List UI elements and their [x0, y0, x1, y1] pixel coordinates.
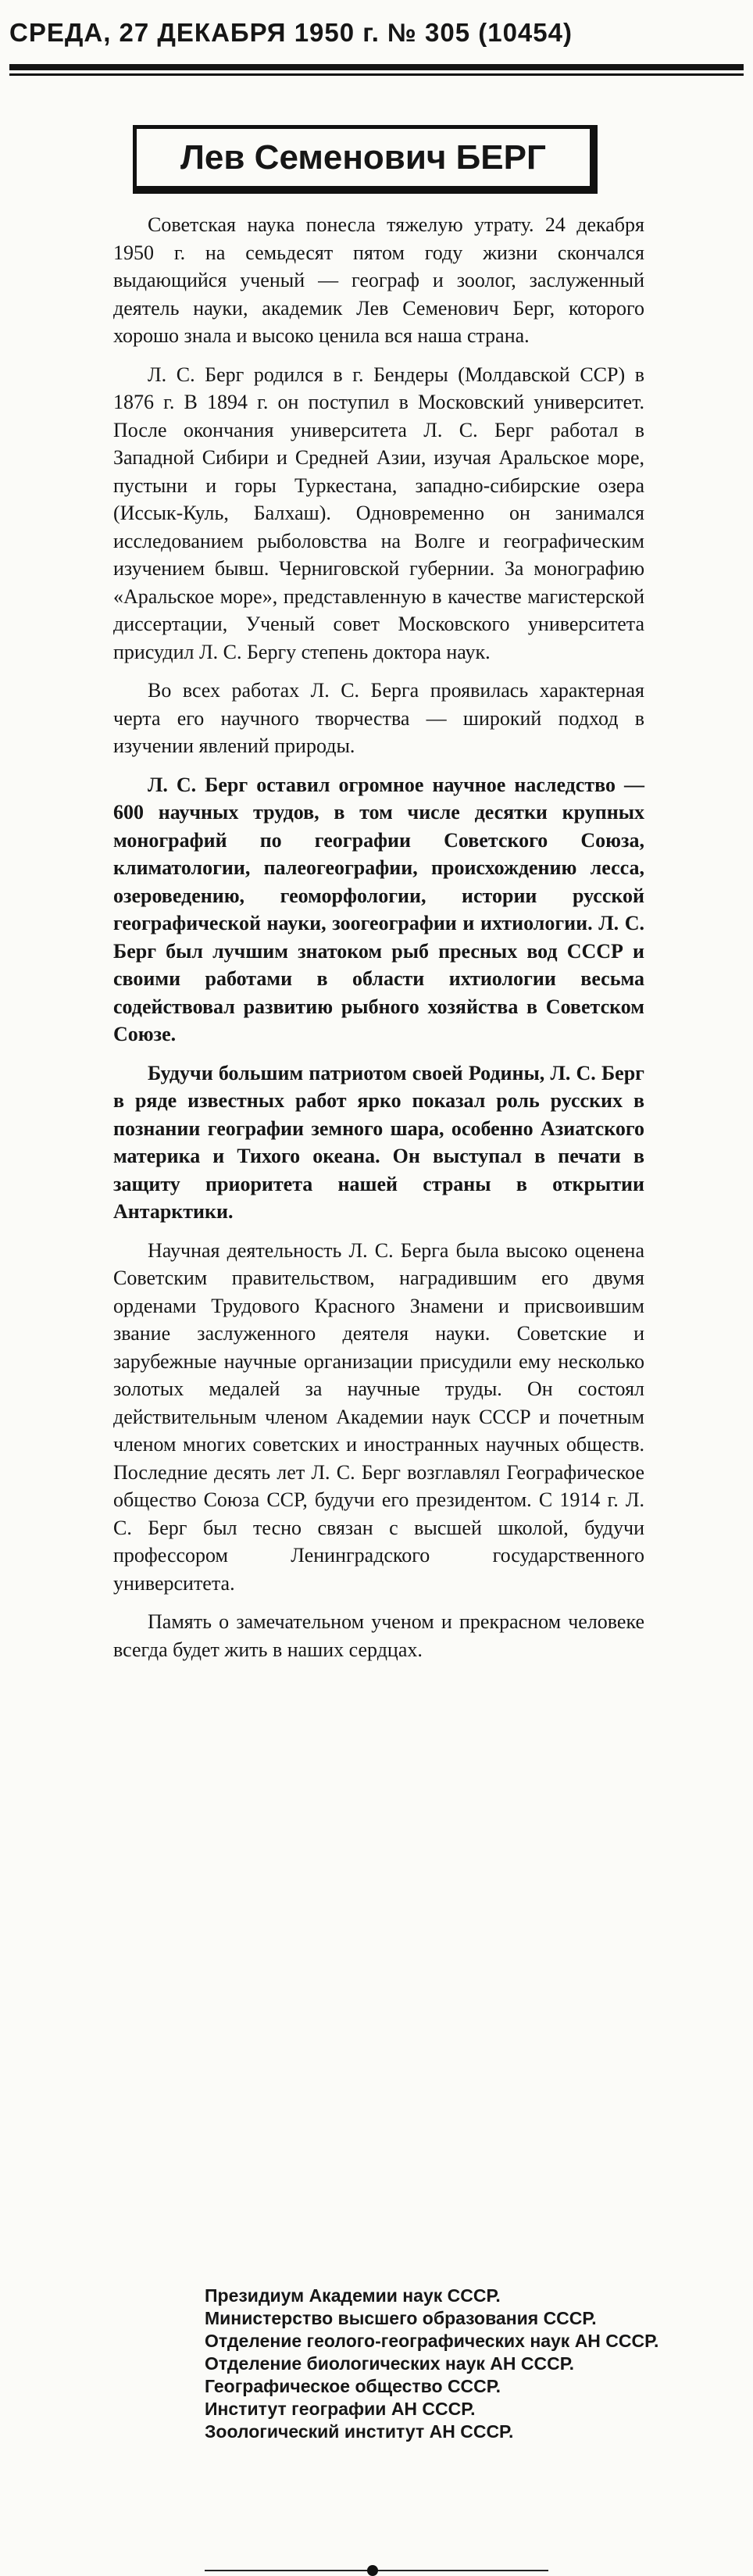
signatory: Институт географии АН СССР. [205, 2399, 476, 2419]
end-ornament [205, 2564, 548, 2576]
paragraph: Память о замечательном ученом и прекрасном человеке всегда будет жить в наших сердцах. [113, 1610, 644, 1661]
paragraph: Л. С. Берг оставил огромное научное наследство — 600 научных трудов, в том числе десятки крупных монографий по географии Советского Союза, климатологии, палеогеографии, происхождению лесса, озероведению, геоморфологии, истории русской географической науки, зоогеографии и ихтиологии. Л. С. Берг был лучшим знатоком рыб пресных вод СССР и своими работами в области ихтиологии весьма содействовал развитию рыбного хозяйства в Советском Союзе. [113, 773, 644, 1045]
masthead-rule-thick [9, 64, 744, 70]
masthead-date-issue: СРЕДА, 27 ДЕКАБРЯ 1950 г. № 305 (10454) [9, 18, 573, 47]
signatory: Министерство высшего образования СССР. [205, 2308, 597, 2328]
signatories [205, 2285, 673, 2443]
signatory: Отделение биологических наук АН СССР. [205, 2353, 575, 2374]
signatory: Зоологический институт АН СССР. [205, 2421, 514, 2442]
paragraph: Советская наука понесла тяжелую утрату. 24 декабря 1950 г. на семьдесят пятом году жизни скончался выдающийся ученый — географ и зоолог, заслуженный деятель науки, академик Лев Семенович Берг, которого хорошо знала и высоко ценила вся наша страна. [113, 213, 644, 347]
paragraph: Научная деятельность Л. С. Берга была высоко оценена Советским правительством, наградившим его двумя орденами Трудового Красного Знамени и присвоившим звание заслуженного деятеля науки. Советские и зарубежные научные организации присудили ему несколько золотых медалей за научные труды. Он состоял действительным членом Академии наук СССР и почетным членом многих советских и иностранных научных обществ. Последние десять лет Л. С. Берг возглавлял Географическое общество Союза ССР, будучи его президентом. С 1914 г. Л. С. Берг был тесно связан с высшей школой, будучи профессором Ленинградского государственного университета. [113, 1238, 644, 1595]
masthead-rule-thin [9, 73, 744, 76]
paragraph: Во всех работах Л. С. Берга проявилась характерная черта его научного творчества — широкий подход в изучении явлений природы. [113, 679, 644, 757]
article-body [113, 211, 644, 1674]
obituary-title: Лев Семенович БЕРГ [133, 125, 598, 194]
paragraph: Будучи большим патриотом своей Родины, Л. С. Берг в ряде известных работ ярко показал роль русских в познании географии земного шара, особенно Азиатского материка и Тихого океана. Он выступал в печати в защиту приоритета нашей страны в открытии Антарктики. [113, 1061, 644, 1223]
paragraph: Л. С. Берг родился в г. Бендеры (Молдавской ССР) в 1876 г. В 1894 г. он поступил в Московский университет. После окончания университета Л. С. Берг работал в Западной Сибири и Средней Азии, изучая Аральское море, пустыни и горы Туркестана, западно-сибирские озера (Иссык-Куль, Балхаш). Одновременно он занимался исследованием рыболовства на Волге и географическим изучением бывш. Черниговской губернии. За монографию «Аральское море», представленную в качестве магистерской диссертации, Ученый совет Московского университета присудил Л. С. Бергу степень доктора наук. [113, 363, 644, 663]
signatory: Географическое общество СССР. [205, 2376, 501, 2396]
signatory: Президиум Академии наук СССР. [205, 2285, 501, 2306]
signatory: Отделение геолого-географических наук АН СССР. [205, 2331, 659, 2351]
ornament-dot-icon [367, 2565, 378, 2576]
